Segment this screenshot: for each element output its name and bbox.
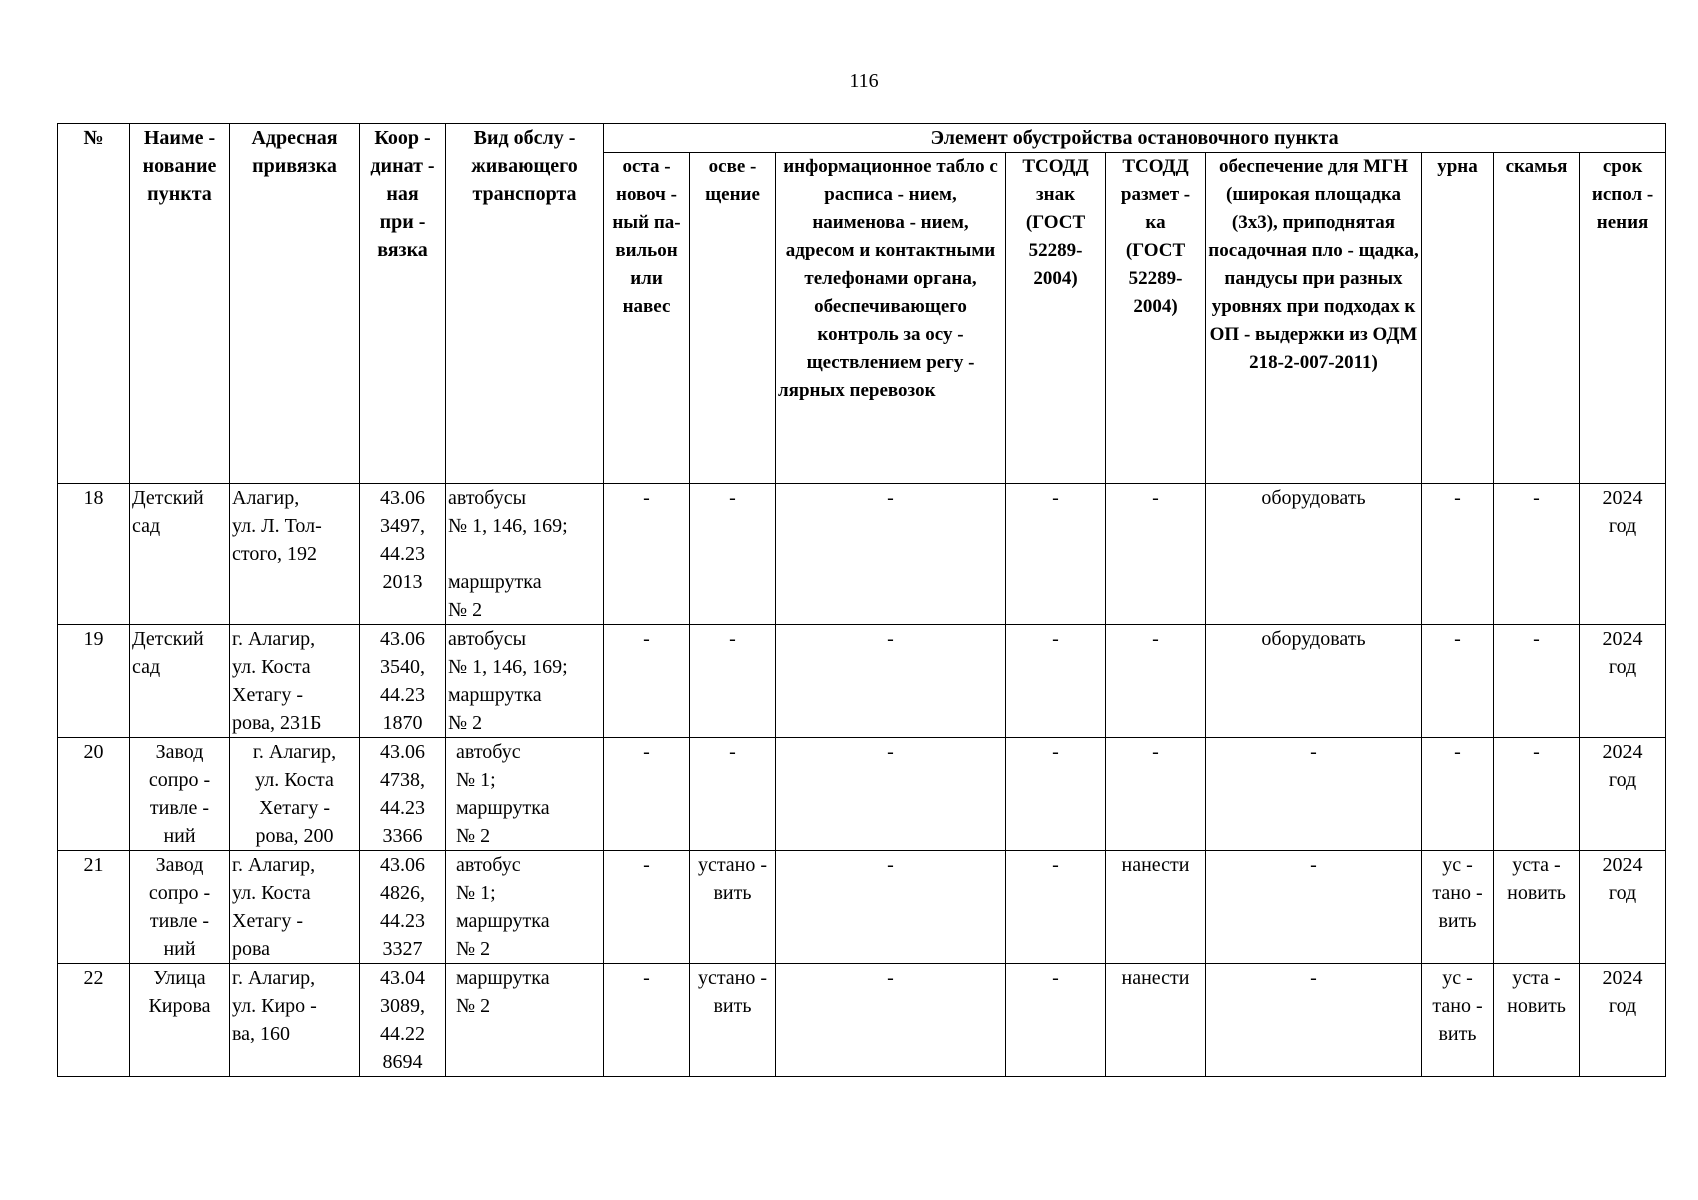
table-row <box>58 964 1666 1077</box>
cell-mgn: оборудовать <box>1206 625 1422 738</box>
table-row <box>58 625 1666 738</box>
cell-coords: 43.04 3089, 44.22 8694 <box>360 964 446 1077</box>
cell-mgn: оборудовать <box>1206 484 1422 625</box>
cell-lighting: - <box>690 625 776 738</box>
col-header-address: Адресная привязка <box>230 124 360 484</box>
cell-name: Детский сад <box>130 625 230 738</box>
cell-bench: уста - новить <box>1494 964 1580 1077</box>
cell-tsodd-marking: нанести <box>1106 964 1206 1077</box>
cell-info-board: - <box>776 625 1006 738</box>
cell-pavilion: - <box>604 625 690 738</box>
cell-transport: маршрутка № 2 <box>446 964 604 1077</box>
cell-name: Завод сопро - тивле - ний <box>130 738 230 851</box>
cell-pavilion: - <box>604 851 690 964</box>
page-number: 116 <box>849 70 879 92</box>
col-header-deadline: срок испол - нения <box>1580 153 1666 484</box>
cell-coords: 43.06 3540, 44.23 1870 <box>360 625 446 738</box>
cell-bench: - <box>1494 625 1580 738</box>
bus-stop-table <box>57 123 1666 1077</box>
cell-bench: - <box>1494 484 1580 625</box>
cell-tsodd-marking: - <box>1106 484 1206 625</box>
cell-tsodd-sign: - <box>1006 484 1106 625</box>
cell-info-board: - <box>776 738 1006 851</box>
col-header-tsodd-sign: ТСОДД знак (ГОСТ 52289- 2004) <box>1006 153 1106 484</box>
cell-tsodd-marking: - <box>1106 625 1206 738</box>
col-header-no: № <box>58 124 130 484</box>
cell-pavilion: - <box>604 484 690 625</box>
cell-urn: - <box>1422 625 1494 738</box>
cell-address: Алагир, ул. Л. Тол- стого, 192 <box>230 484 360 625</box>
cell-deadline: 2024 год <box>1580 484 1666 625</box>
cell-tsodd-marking: нанести <box>1106 851 1206 964</box>
cell-no: 18 <box>58 484 130 625</box>
table-row <box>58 738 1666 851</box>
cell-transport: автобусы № 1, 146, 169; маршрутка № 2 <box>446 484 604 625</box>
cell-tsodd-sign: - <box>1006 738 1106 851</box>
cell-lighting: устано - вить <box>690 851 776 964</box>
col-header-coords: Коор - динат - ная при - вязка <box>360 124 446 484</box>
cell-no: 22 <box>58 964 130 1077</box>
cell-coords: 43.06 3497, 44.23 2013 <box>360 484 446 625</box>
cell-tsodd-sign: - <box>1006 851 1106 964</box>
cell-info-board: - <box>776 964 1006 1077</box>
col-header-tsodd-marking: ТСОДД размет - ка (ГОСТ 52289- 2004) <box>1106 153 1206 484</box>
col-header-info-board: информационное табло с расписа - нием, наименова - нием, адресом и контактными телефонами органа, обеспечивающего контроль за осу - ществлением регу - лярных перевозок <box>776 153 1006 484</box>
col-header-urn: урна <box>1422 153 1494 484</box>
cell-lighting: - <box>690 738 776 851</box>
cell-urn: ус - тано - вить <box>1422 851 1494 964</box>
table-row <box>58 484 1666 625</box>
col-header-pavilion: оста - новоч - ный па- вильон или навес <box>604 153 690 484</box>
cell-mgn: - <box>1206 964 1422 1077</box>
cell-name: Детский сад <box>130 484 230 625</box>
cell-info-board: - <box>776 851 1006 964</box>
cell-tsodd-sign: - <box>1006 625 1106 738</box>
cell-name: Завод сопро - тивле - ний <box>130 851 230 964</box>
cell-pavilion: - <box>604 964 690 1077</box>
cell-transport: автобус № 1; маршрутка № 2 <box>446 738 604 851</box>
col-header-bench: скамья <box>1494 153 1580 484</box>
cell-deadline: 2024 год <box>1580 851 1666 964</box>
cell-deadline: 2024 год <box>1580 964 1666 1077</box>
col-header-transport: Вид обслу - живающего транспорта <box>446 124 604 484</box>
cell-lighting: устано - вить <box>690 964 776 1077</box>
cell-urn: - <box>1422 484 1494 625</box>
cell-urn: ус - тано - вить <box>1422 964 1494 1077</box>
cell-deadline: 2024 год <box>1580 625 1666 738</box>
cell-mgn: - <box>1206 851 1422 964</box>
cell-pavilion: - <box>604 738 690 851</box>
cell-bench: уста - новить <box>1494 851 1580 964</box>
cell-coords: 43.06 4826, 44.23 3327 <box>360 851 446 964</box>
cell-lighting: - <box>690 484 776 625</box>
cell-no: 19 <box>58 625 130 738</box>
cell-transport: автобусы № 1, 146, 169; маршрутка № 2 <box>446 625 604 738</box>
cell-address: г. Алагир, ул. Коста Хетагу - рова, 200 <box>230 738 360 851</box>
cell-urn: - <box>1422 738 1494 851</box>
cell-no: 20 <box>58 738 130 851</box>
cell-tsodd-marking: - <box>1106 738 1206 851</box>
table-row <box>58 851 1666 964</box>
col-header-name: Наиме - нование пункта <box>130 124 230 484</box>
col-header-element-group: Элемент обустройства остановочного пункта <box>604 124 1666 153</box>
cell-no: 21 <box>58 851 130 964</box>
header-row <box>58 124 1666 153</box>
cell-address: г. Алагир, ул. Коста Хетагу - рова, 231Б <box>230 625 360 738</box>
cell-transport: автобус № 1; маршрутка № 2 <box>446 851 604 964</box>
cell-mgn: - <box>1206 738 1422 851</box>
cell-name: Улица Кирова <box>130 964 230 1077</box>
cell-bench: - <box>1494 738 1580 851</box>
col-header-lighting: осве - щение <box>690 153 776 484</box>
cell-coords: 43.06 4738, 44.23 3366 <box>360 738 446 851</box>
col-header-mgn: обеспечение для МГН (широкая площадка (3х3), приподнятая посадочная пло - щадка, пандусы при разных уровнях при подходах к ОП - выдержки из ОДМ 218-2-007-2011) <box>1206 153 1422 484</box>
cell-address: г. Алагир, ул. Киро - ва, 160 <box>230 964 360 1077</box>
cell-address: г. Алагир, ул. Коста Хетагу - рова <box>230 851 360 964</box>
cell-tsodd-sign: - <box>1006 964 1106 1077</box>
cell-info-board: - <box>776 484 1006 625</box>
cell-deadline: 2024 год <box>1580 738 1666 851</box>
